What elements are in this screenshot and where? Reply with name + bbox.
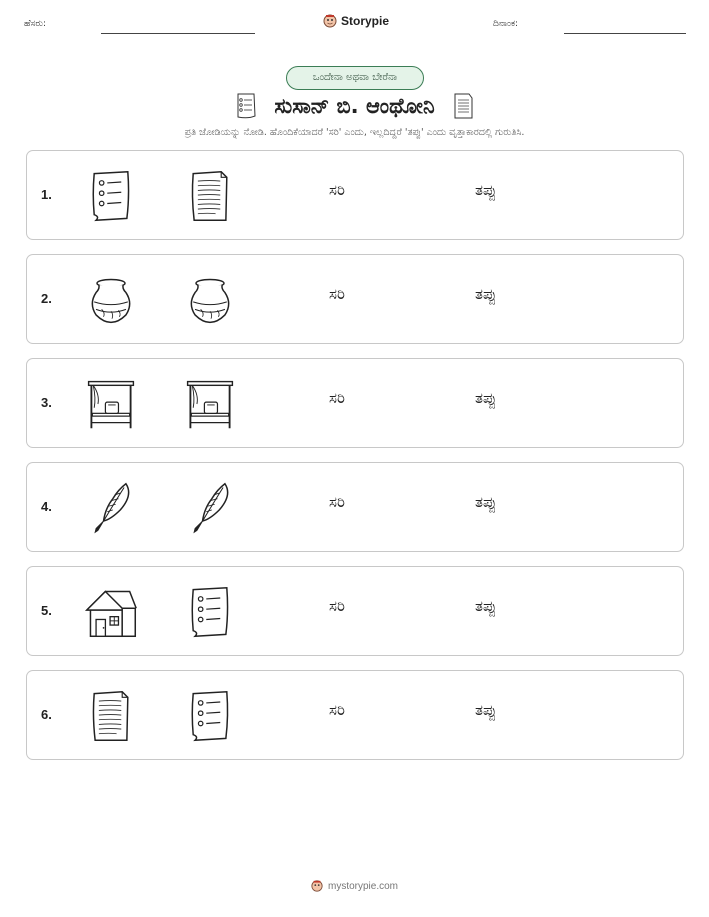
footer-url[interactable]: mystorypie.com xyxy=(327,880,398,892)
question-card xyxy=(26,566,684,656)
voting-booth-icon xyxy=(81,374,141,434)
house-icon xyxy=(81,582,141,642)
mascot-icon xyxy=(323,14,337,28)
pot-icon xyxy=(180,270,240,330)
mascot-icon xyxy=(311,880,323,892)
footer xyxy=(0,880,709,892)
brand-name: Storypie xyxy=(341,14,390,28)
document-icon xyxy=(451,92,475,120)
question-card xyxy=(26,358,684,448)
wrong-option[interactable]: ತಪ್ಪು xyxy=(475,597,497,615)
list-icon xyxy=(180,686,240,746)
correct-option[interactable]: ಸರಿ xyxy=(329,701,345,719)
correct-option[interactable]: ಸರಿ xyxy=(329,181,345,199)
date-field[interactable] xyxy=(564,33,686,34)
question-card xyxy=(26,670,684,760)
correct-option[interactable]: ಸರಿ xyxy=(329,389,345,407)
question-card xyxy=(26,462,684,552)
document-icon xyxy=(180,166,240,226)
title-row xyxy=(0,92,709,120)
date-label: ದಿನಾಂಕ: xyxy=(493,19,519,29)
question-number: 1. xyxy=(41,187,52,202)
list-icon xyxy=(180,582,240,642)
list-icon xyxy=(81,166,141,226)
voting-booth-icon xyxy=(180,374,240,434)
question-card xyxy=(26,254,684,344)
question-card xyxy=(26,150,684,240)
quill-icon xyxy=(81,478,141,538)
question-number: 2. xyxy=(41,291,52,306)
instructions: ಪ್ರತಿ ಜೋಡಿಯನ್ನು ನೋಡಿ. ಹೊಂದಿಕೆಯಾದರೆ 'ಸರಿ' ಎಂದು, ಇಲ್ಲದಿದ್ದರೆ 'ತಪ್ಪು' ಎಂದು ವೃತ್ತಾಕಾರದಲ್ಲಿ ಗುರುತಿಸಿ. xyxy=(184,127,525,138)
wrong-option[interactable]: ತಪ್ಪು xyxy=(475,493,497,511)
wrong-option[interactable]: ತಪ್ಪು xyxy=(475,285,497,303)
wrong-option[interactable]: ತಪ್ಪು xyxy=(475,181,497,199)
correct-option[interactable]: ಸರಿ xyxy=(329,285,345,303)
pot-icon xyxy=(81,270,141,330)
correct-option[interactable]: ಸರಿ xyxy=(329,597,345,615)
brand-logo xyxy=(323,14,389,28)
quill-icon xyxy=(180,478,240,538)
question-number: 6. xyxy=(41,707,52,722)
name-label: ಹೆಸರು: xyxy=(24,19,47,29)
wrong-option[interactable]: ತಪ್ಪು xyxy=(475,701,497,719)
list-icon xyxy=(234,92,258,120)
document-icon xyxy=(81,686,141,746)
page-title: ಸುಸಾನ್ ಬಿ. ಆಂಥೋನಿ xyxy=(274,93,435,118)
question-number: 5. xyxy=(41,603,52,618)
worksheet-type-badge: ಒಂದೇನಾ ಅಥವಾ ಬೇರೆನಾ xyxy=(286,66,424,90)
question-number: 3. xyxy=(41,395,52,410)
question-number: 4. xyxy=(41,499,52,514)
wrong-option[interactable]: ತಪ್ಪು xyxy=(475,389,497,407)
correct-option[interactable]: ಸರಿ xyxy=(329,493,345,511)
name-field[interactable] xyxy=(101,33,255,34)
